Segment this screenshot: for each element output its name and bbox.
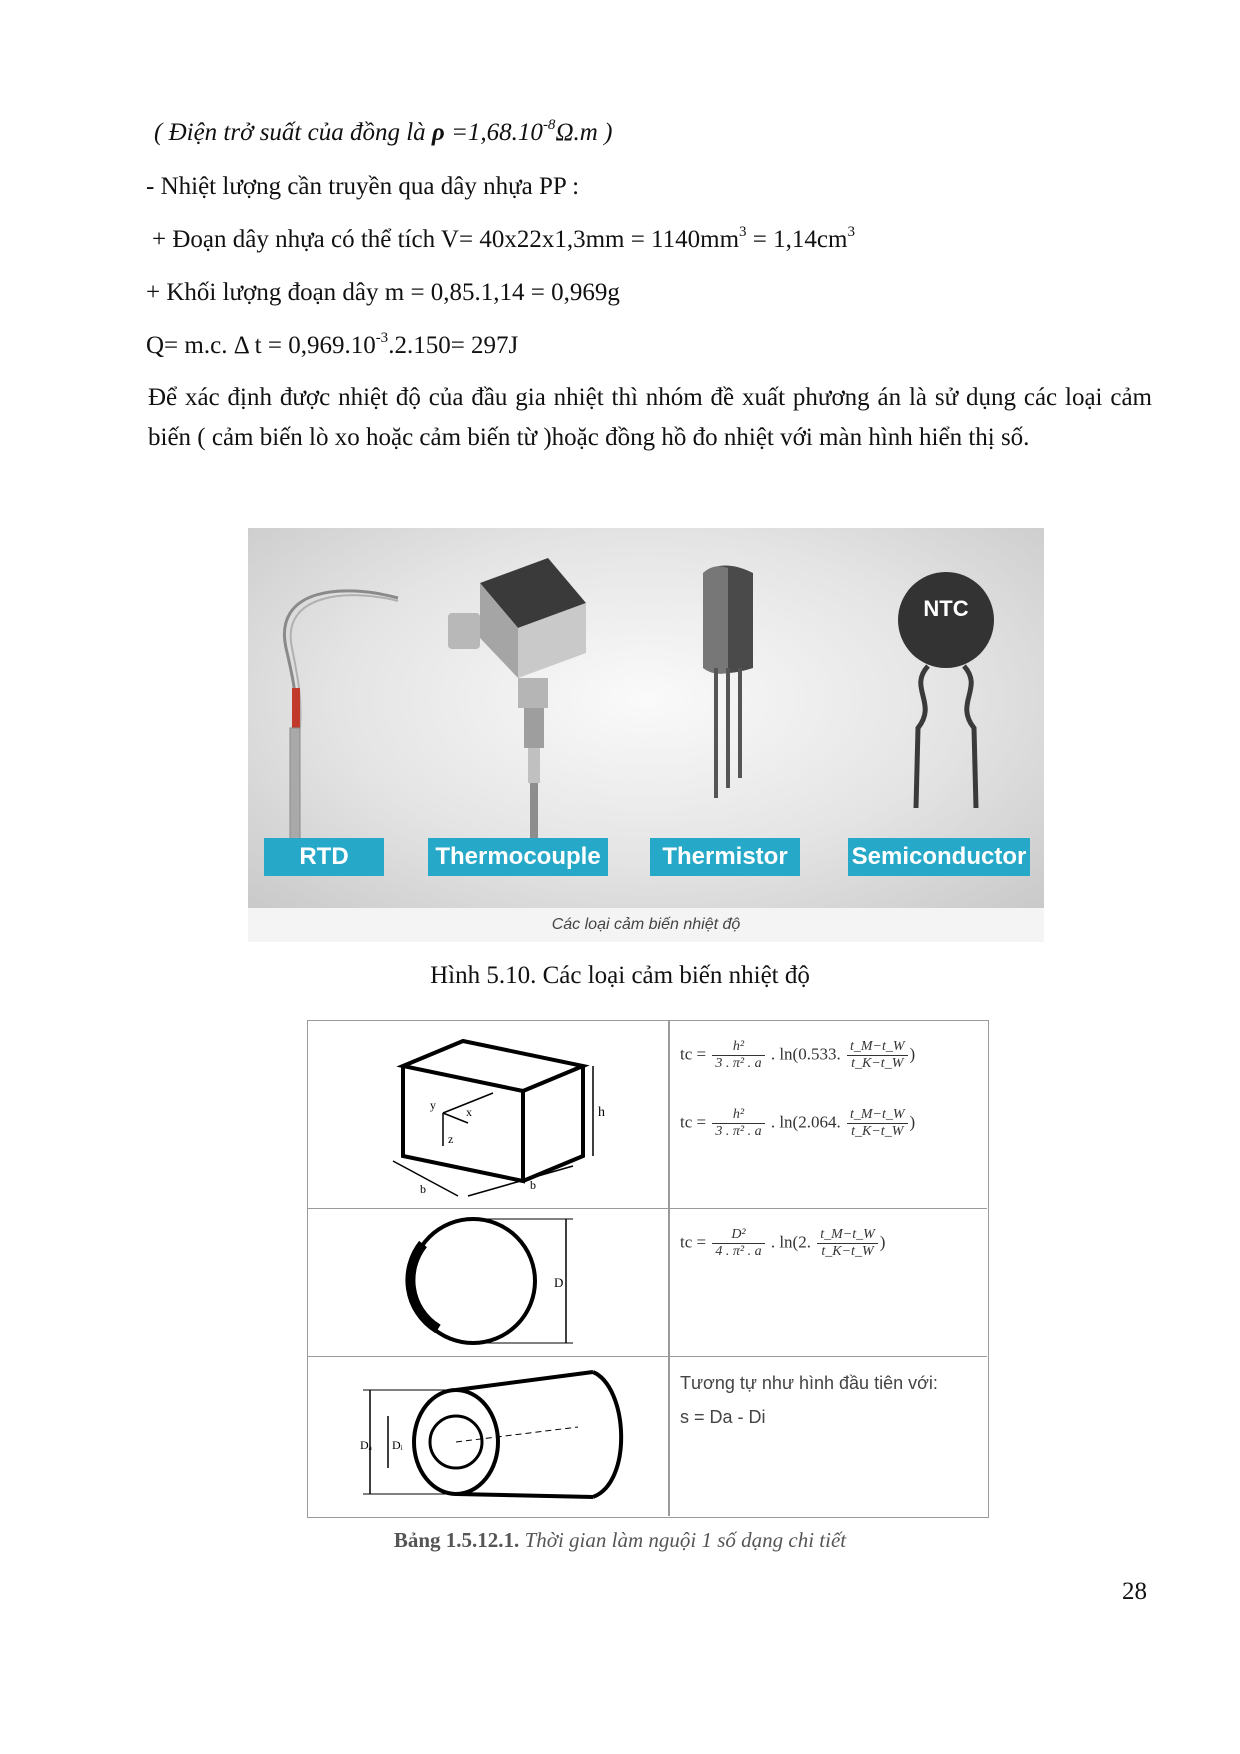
ntc-thermistor-icon xyxy=(898,572,994,808)
volume-exp-1: 3 xyxy=(739,223,747,240)
cube-dim-h: h xyxy=(598,1105,605,1120)
formula-cube-2 xyxy=(680,1107,915,1140)
cube-dim-z: z xyxy=(448,1132,454,1146)
body-paragraph: Để xác định được nhiệt độ của đầu gia nhiệt thì nhóm đề xuất phương án là sử dụng các loại cảm biến ( cảm biến lò xo hoặc cảm biến từ )hoặc đồng hồ đo nhiệt với màn hình hiển thị số. xyxy=(148,384,1152,451)
formula-cube-2-ratio xyxy=(847,1107,908,1140)
volume-exp-2: 3 xyxy=(847,223,855,240)
sensor-inner-caption: Các loại cảm biến nhiệt độ xyxy=(551,916,741,933)
formula-sphere-rnum: t_M−t_W xyxy=(817,1227,878,1244)
table-caption-text: Thời gian làm nguội 1 số dạng chi tiết xyxy=(519,1528,847,1552)
page-number: 28 xyxy=(1122,1578,1147,1605)
tag-thermistor: Thermistor xyxy=(650,838,800,876)
formula-cube-1-close: ) xyxy=(909,1044,916,1064)
formula-cube-2-prefix: tc = xyxy=(680,1112,707,1132)
tag-thermocouple: Thermocouple xyxy=(428,838,608,876)
paren-open: ( xyxy=(154,119,169,146)
cube-dim-y: y xyxy=(430,1098,436,1112)
table-caption xyxy=(0,1528,1240,1553)
cylinder-dim-i: Dᵢ xyxy=(392,1438,403,1452)
ntc-label: NTC xyxy=(923,596,969,621)
formula-cube-1-num: h² xyxy=(712,1039,764,1056)
formula-cube-1-rden: t_K−t_W xyxy=(851,1056,904,1071)
formula-sphere-ln: . ln(2. xyxy=(770,1232,811,1252)
resistivity-line xyxy=(154,118,612,148)
resistivity-text: Điện trở suất của đồng là xyxy=(168,119,432,146)
cooling-table xyxy=(307,1020,989,1518)
tag-rtd: RTD xyxy=(264,838,384,876)
rho-symbol: ρ xyxy=(431,119,445,146)
formula-sphere-prefix: tc = xyxy=(680,1232,707,1252)
sensor-photo xyxy=(248,528,1044,908)
sensor-inner-caption-strip xyxy=(248,908,1044,942)
resistivity-exponent: -8 xyxy=(542,116,556,133)
cylinder-note-1: Tương tự như hình đầu tiên với: xyxy=(680,1373,938,1393)
formula-sphere-num: D² xyxy=(712,1227,764,1244)
table-row-cube xyxy=(308,1021,987,1209)
formula-sphere-den: 4 . π² . a xyxy=(715,1244,762,1259)
formula-cube-1-den: 3 . π² . a xyxy=(715,1056,762,1071)
cube-dim-b1: b xyxy=(420,1182,426,1196)
formula-cube-2-close: ) xyxy=(909,1112,916,1132)
volume-cm: = 1,14cm xyxy=(746,226,848,253)
cylinder-diagram xyxy=(308,1357,668,1517)
formula-cube-1-rnum: t_M−t_W xyxy=(847,1039,908,1056)
formula-cube-2-frac xyxy=(712,1107,764,1140)
cube-dim-b2: b xyxy=(530,1178,536,1192)
cube-dim-x: x xyxy=(466,1105,472,1119)
table-caption-label: Bảng 1.5.12.1. xyxy=(393,1528,520,1552)
cube-diagram xyxy=(308,1021,668,1209)
table-row-sphere xyxy=(308,1209,987,1357)
sensor-figure xyxy=(248,528,1044,942)
formula-sphere xyxy=(680,1227,885,1260)
formula-sphere-ratio xyxy=(817,1227,878,1260)
heat-formula-line xyxy=(146,331,518,361)
resistivity-unit: Ω.m ) xyxy=(555,119,613,146)
formula-cube-2-ln: . ln(2.064. xyxy=(770,1112,841,1132)
heat-heading: - Nhiệt lượng cần truyền qua dây nhựa PP : xyxy=(146,173,580,200)
heat-formula-exp: -3 xyxy=(375,329,389,346)
heat-formula-result: .2.150= 297J xyxy=(388,332,519,359)
rtd-probe-icon xyxy=(284,591,398,848)
table-row-cylinder xyxy=(308,1357,987,1517)
tag-semiconductor: Semiconductor xyxy=(848,838,1030,876)
cylinder-note-2: s = Da - Di xyxy=(680,1407,766,1427)
formula-cube-1-ln: . ln(0.533. xyxy=(770,1044,841,1064)
formula-cube-1-ratio xyxy=(847,1039,908,1072)
formula-cube-1 xyxy=(680,1039,915,1072)
figure-caption: Hình 5.10. Các loại cảm biến nhiệt độ xyxy=(430,962,810,989)
formula-cube-2-rnum: t_M−t_W xyxy=(847,1107,908,1124)
heat-formula-text: Q= m.c. Δ t = 0,969.10 xyxy=(146,332,376,359)
formula-sphere-frac xyxy=(712,1227,764,1260)
formula-cube-2-num: h² xyxy=(712,1107,764,1124)
thermocouple-head-icon xyxy=(448,558,586,843)
cylinder-dim-a: Dₐ xyxy=(360,1438,372,1452)
formula-sphere-close: ) xyxy=(879,1232,886,1252)
sphere-diagram xyxy=(308,1209,668,1357)
sphere-dim-d: D xyxy=(554,1275,564,1290)
formula-cube-1-prefix: tc = xyxy=(680,1044,707,1064)
formula-sphere-rden: t_K−t_W xyxy=(821,1244,874,1259)
volume-text: + Đoạn dây nhựa có thể tích V= 40x22x1,3mm = 1140mm xyxy=(152,226,740,253)
volume-line xyxy=(152,225,855,255)
resistivity-value: =1,68.10 xyxy=(444,119,543,146)
formula-cube-2-den: 3 . π² . a xyxy=(715,1124,762,1139)
formula-cube-2-rden: t_K−t_W xyxy=(851,1124,904,1139)
thermistor-icon xyxy=(703,566,753,799)
formula-cube-1-frac xyxy=(712,1039,764,1072)
mass-line: + Khối lượng đoạn dây m = 0,85.1,14 = 0,969g xyxy=(146,279,620,306)
